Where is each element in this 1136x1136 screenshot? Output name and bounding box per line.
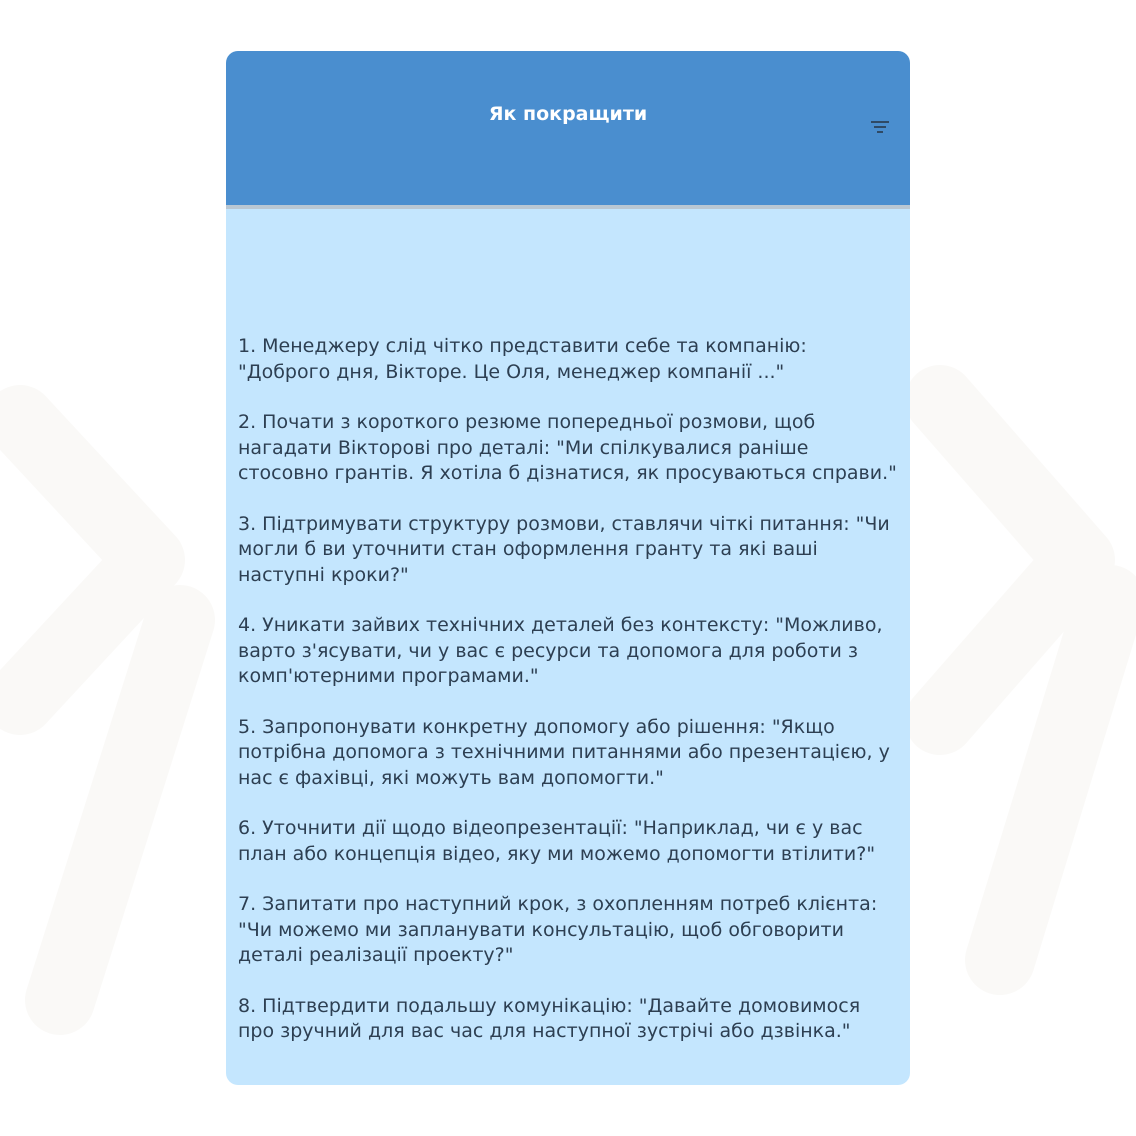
tip-item: 6. Уточнити дії щодо відеопрезентації: "Наприклад, чи є у вас план або концепція відео, яку ми можемо допомогти втілити?" bbox=[238, 817, 876, 865]
improvement-card bbox=[226, 51, 910, 1085]
tip-item: 3. Підтримувати структуру розмови, ставлячи чіткі питання: "Чи могли б ви уточнити стан оформлення гранту та які ваші наступні кроки?" bbox=[238, 512, 890, 586]
tip-item: 8. Підтвердити подальшу комунікацію: "Давайте домовимося про зручний для вас час для наступної зустрічі або дзвінка." bbox=[238, 994, 861, 1042]
tip-item: 5. Запропонувати конкретну допомогу або рішення: "Якщо потрібна допомога з технічними питаннями або презентацією, у нас є фахівці, які можуть вам допомогти." bbox=[238, 715, 890, 789]
tips-list bbox=[238, 334, 898, 1045]
tip-item: 7. Запитати про наступний крок, з охопленням потреб клієнта: "Чи можемо ми запланувати консультацію, щоб обговорити деталі реалізації проекту?" bbox=[238, 893, 878, 966]
tip-item: 2. Почати з короткого резюме попередньої розмови, щоб нагадати Вікторові про деталі: "Ми спілкувалися раніше стосовно грантів. Я хотіла б дізнатися, як просуваються справи." bbox=[238, 411, 897, 484]
card-title: Як покращити bbox=[488, 103, 648, 125]
tip-item: 4. Уникати зайвих технічних деталей без контексту: "Можливо, варто з'ясувати, чи у вас є ресурси та допомога для роботи з комп'ютерними програмами." bbox=[238, 614, 883, 687]
tip-item: 1. Менеджеру слід чітко представити себе та компанію: "Доброго дня, Вікторе. Це Оля, менеджер компанії ..." bbox=[238, 335, 807, 383]
card-header bbox=[226, 51, 910, 209]
filter-icon bbox=[870, 120, 890, 134]
filter-button[interactable] bbox=[868, 117, 892, 137]
